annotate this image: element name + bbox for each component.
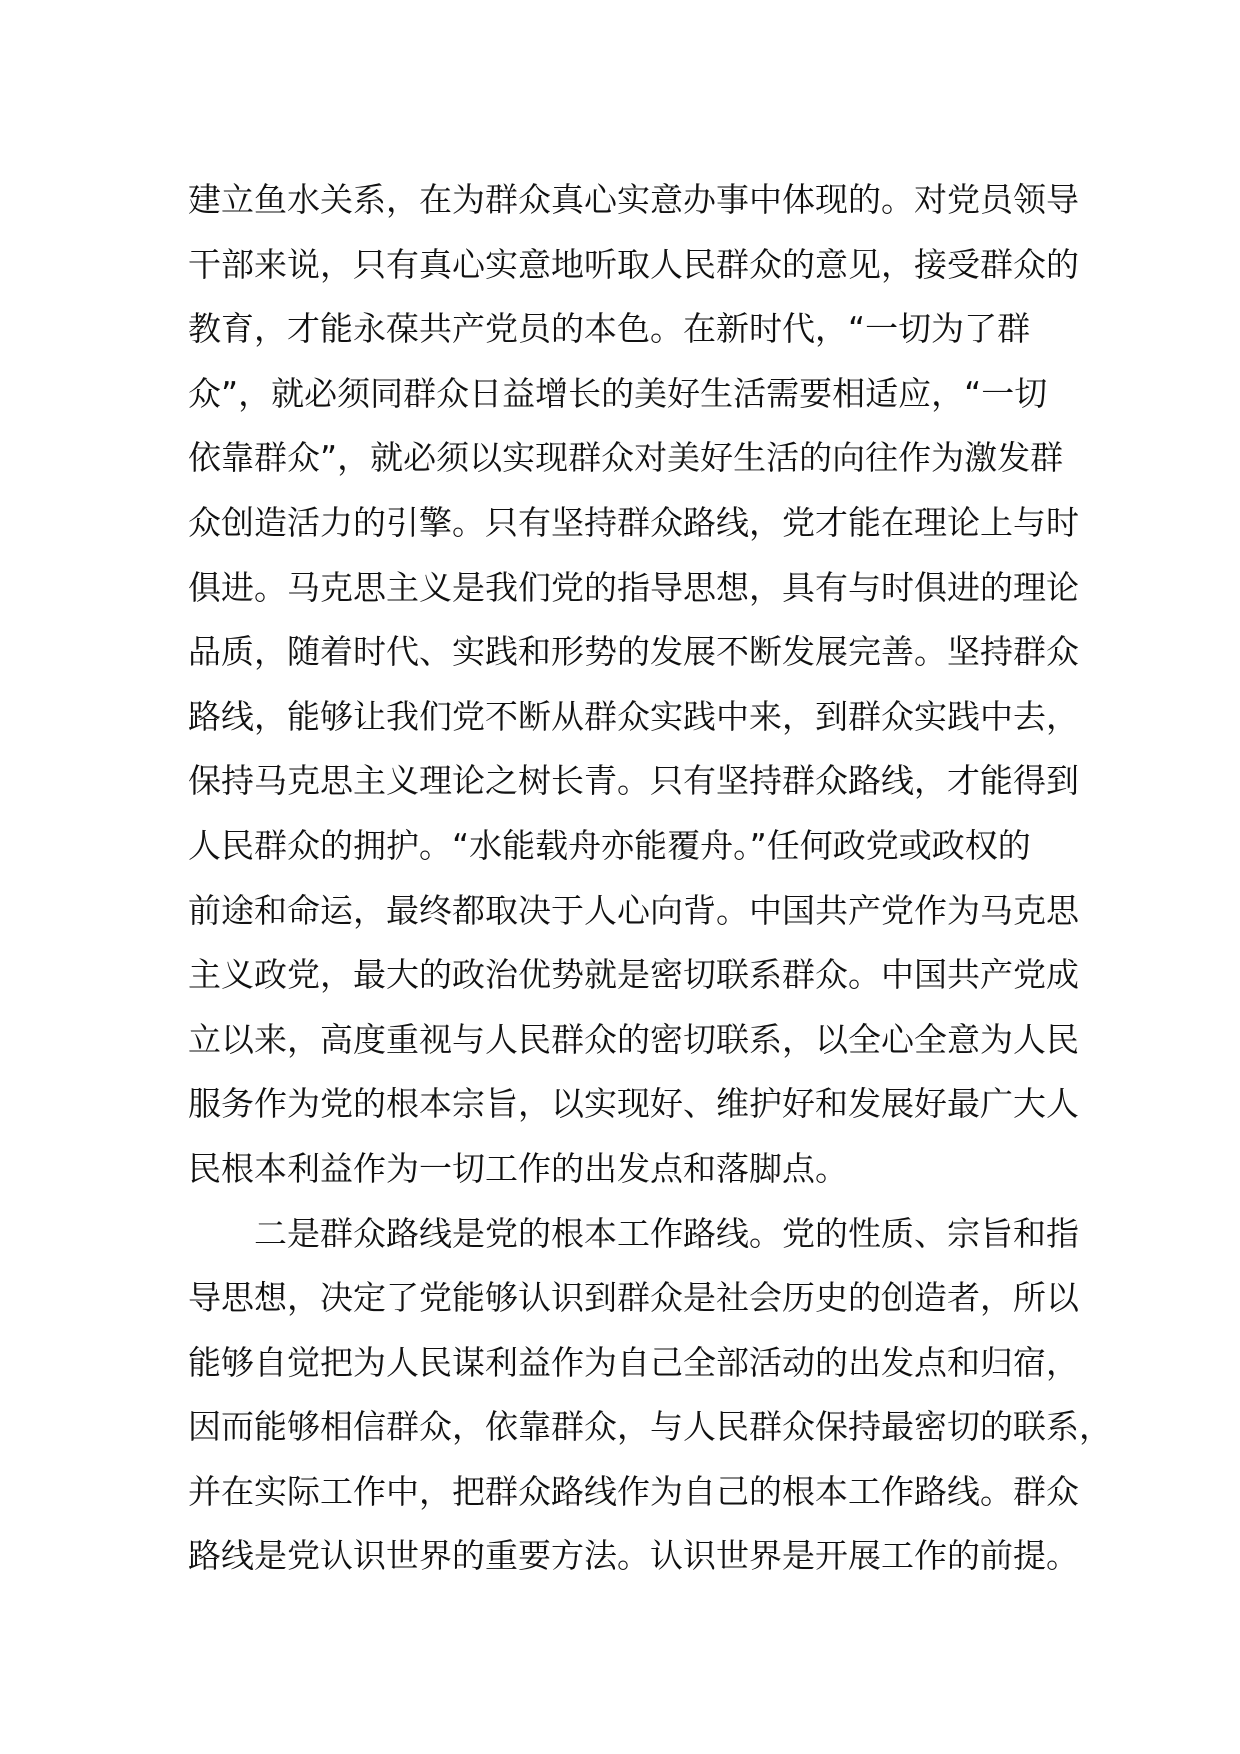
text-line: 路线是党认识世界的重要方法。认识世界是开展工作的前提。 [188,1536,1079,1576]
text-line: 前途和命运，最终都取决于人心向背。中国共产党作为马克思 [188,890,1079,930]
text-line: 因而能够相信群众，依靠群众，与人民群众保持最密切的联系， [188,1407,1112,1447]
text-line: 能够自觉把为人民谋利益作为自己全部活动的出发点和归宿， [188,1342,1079,1382]
text-line: 立以来，高度重视与人民群众的密切联系，以全心全意为人民 [188,1019,1079,1059]
text-line: 导思想，决定了党能够认识到群众是社会历史的创造者，所以 [188,1278,1079,1318]
text-line: 品质，随着时代、实践和形势的发展不断发展完善。坚持群众 [188,632,1079,672]
text-line: 众创造活力的引擎。只有坚持群众路线，党才能在理论上与时 [188,502,1079,542]
text-line: 民根本利益作为一切工作的出发点和落脚点。 [188,1148,848,1188]
text-line: 依靠群众”，就必须以实现群众对美好生活的向往作为激发群 [188,438,1064,478]
text-line: 二是群众路线是党的根本工作路线。党的性质、宗旨和指 [188,1213,1079,1253]
text-line: 人民群众的拥护。“水能载舟亦能覆舟。”任何政党或政权的 [188,825,1031,865]
text-line: 主义政党，最大的政治优势就是密切联系群众。中国共产党成 [188,955,1079,995]
text-line: 教育，才能永葆共产党员的本色。在新时代，“一切为了群 [188,309,1031,349]
text-line: 路线，能够让我们党不断从群众实践中来，到群众实践中去， [188,696,1079,736]
text-line: 服务作为党的根本宗旨，以实现好、维护好和发展好最广大人 [188,1084,1079,1124]
text-line: 建立鱼水关系，在为群众真心实意办事中体现的。对党员领导 [188,180,1079,219]
text-line: 并在实际工作中，把群众路线作为自己的根本工作路线。群众 [188,1471,1079,1511]
body-text [188,168,1112,1589]
text-line: 众”，就必须同群众日益增长的美好生活需要相适应，“一切 [188,373,1048,413]
text-line: 保持马克思主义理论之树长青。只有坚持群众路线，才能得到 [188,761,1079,801]
text-line: 俱进。马克思主义是我们党的指导思想，具有与时俱进的理论 [188,567,1079,607]
text-line: 干部来说，只有真心实意地听取人民群众的意见，接受群众的 [188,244,1079,284]
